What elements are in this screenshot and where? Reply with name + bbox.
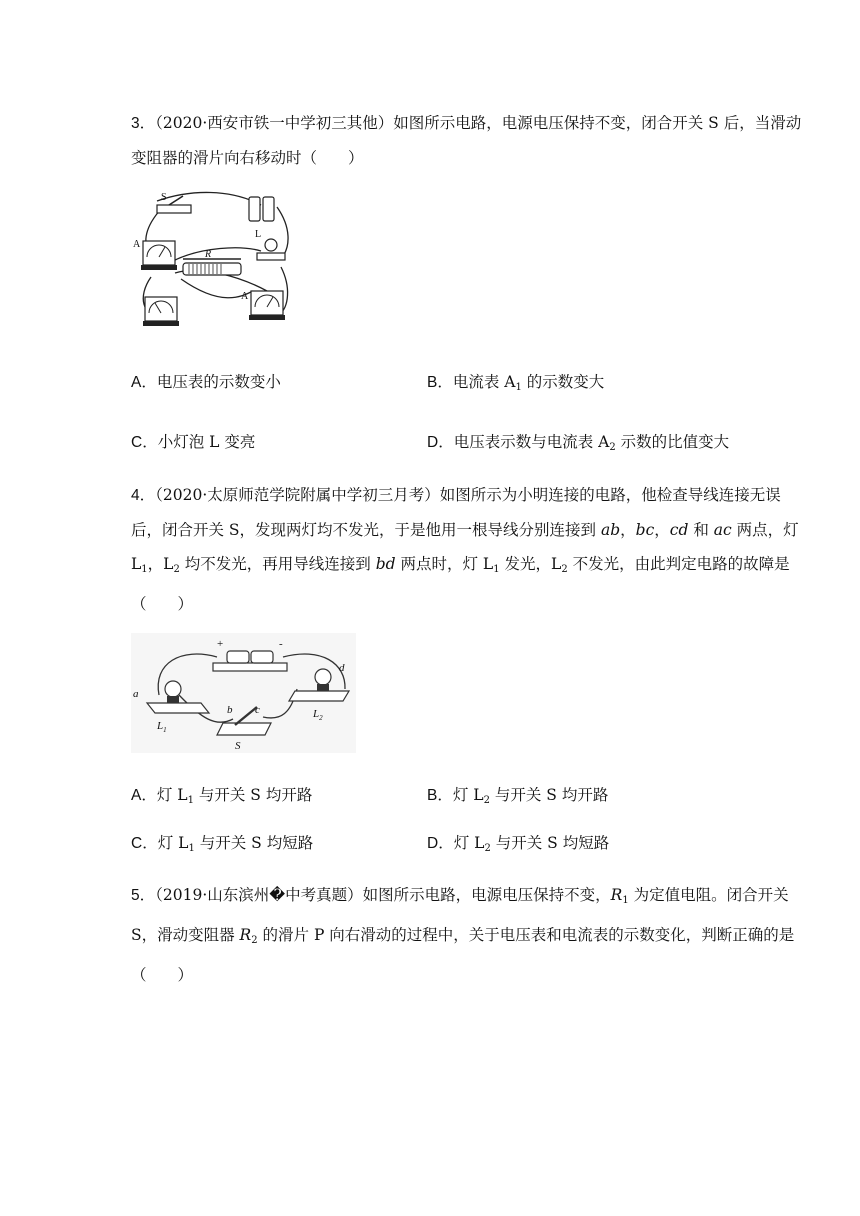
label-l: L [255, 229, 262, 240]
label-a1: A [133, 239, 141, 250]
label-c: c [255, 704, 260, 716]
subscript: 2 [251, 935, 258, 946]
point-pair: bc [635, 521, 655, 539]
subscript: 2 [484, 843, 491, 854]
subscript: 1 [515, 382, 522, 393]
subscript: 1 [141, 564, 148, 575]
stem-part: 不发光，由此判定电路的故障是（ ） [131, 555, 790, 613]
subscript: 2 [483, 795, 490, 806]
q4-option-b[interactable] [427, 783, 608, 813]
option-text: 灯 L [452, 786, 484, 804]
subscript: 2 [609, 442, 616, 453]
option-text: 与开关 S 均短路 [194, 834, 314, 852]
question-5 [131, 878, 811, 992]
q3-option-c[interactable] [131, 430, 255, 455]
point-pair: cd [669, 521, 689, 539]
label-l2: $L_2$ [313, 708, 323, 722]
option-letter: D． [427, 434, 454, 451]
subscript: 1 [493, 564, 500, 575]
point-pair: ab [600, 521, 621, 539]
resistor-symbol: R [239, 926, 252, 944]
stem-part: （2020·太原师范学院附属中学初三月考）如图所示为小明连接的电路，他检查导线连接无误后，闭合开关 S，发现两灯均不发光，于是他用一根导线分别连接到 [131, 486, 781, 539]
subscript: 2 [173, 564, 180, 575]
label-l1: $L_1$ [157, 720, 167, 734]
q3-option-d[interactable] [427, 430, 729, 460]
question-number: 4． [131, 487, 156, 504]
subscript: 1 [187, 795, 194, 806]
option-text: 灯 L [157, 834, 189, 852]
stem-part: ，L [147, 555, 174, 573]
option-letter: B． [427, 787, 453, 804]
stem-part: 和 [688, 521, 714, 539]
label-s: S [161, 192, 167, 203]
subscript: 1 [188, 843, 195, 854]
option-text: 的示数变大 [521, 373, 605, 391]
question-4 [131, 478, 811, 621]
option-letter: D． [427, 835, 454, 852]
option-letter: C． [131, 434, 158, 451]
question-stem: （2020·西安市铁一中学初三其他）如图所示电路，电源电压保持不变，闭合开关 S 后，当滑动变阻器的滑片向右移动时（ ） [131, 114, 802, 167]
q4-option-c[interactable] [131, 831, 313, 861]
option-text: 与开关 S 均短路 [490, 834, 610, 852]
question-5-text [131, 878, 811, 992]
option-text: 电流表 A [452, 373, 516, 391]
question-3-circuit-figure [131, 187, 291, 332]
option-letter: C． [131, 835, 158, 852]
stem-part: 的滑片 P 向右滑动的过程中，关于电压表和电流表的示数变化，判断正确的是（ ） [131, 926, 795, 984]
stem-part: （2019·山东滨州�中考真题）如图所示电路，电源电压保持不变， [155, 886, 611, 904]
question-3-text [131, 106, 811, 175]
option-text: 小灯泡 L 变亮 [157, 433, 256, 451]
question-4-circuit-figure [131, 633, 356, 753]
q4-option-d[interactable] [427, 831, 609, 861]
label-b: b [227, 704, 233, 716]
option-text: 示数的比值变大 [615, 433, 730, 451]
label-r: R [205, 249, 212, 260]
stem-part: ， [620, 521, 636, 539]
stem-part: 为定值电阻。闭合开关 S，滑动变阻器 [131, 886, 789, 944]
point-pair: bd [375, 555, 396, 573]
option-text: 灯 L [156, 786, 188, 804]
subscript: 2 [561, 564, 568, 575]
question-number: 5． [131, 887, 156, 904]
option-text: 与开关 S 均开路 [193, 786, 313, 804]
question-3 [131, 106, 811, 175]
label-plus: + [217, 638, 224, 650]
question-number: 3． [131, 115, 156, 132]
q3-option-b[interactable] [427, 370, 604, 400]
label-d: d [339, 662, 345, 674]
subscript: 1 [622, 895, 629, 906]
option-letter: A． [131, 787, 157, 804]
point-pair: ac [713, 521, 732, 539]
stem-part: 均不发光，再用导线连接到 [179, 555, 376, 573]
question-4-text [131, 478, 811, 621]
label-s: S [235, 740, 241, 752]
option-text: 与开关 S 均开路 [489, 786, 609, 804]
q4-option-a[interactable] [131, 783, 312, 813]
label-a2: A [241, 291, 249, 302]
label-a: a [133, 688, 139, 700]
stem-part: ， [654, 521, 670, 539]
label-minus: - [279, 638, 283, 650]
option-text: 电压表示数与电流表 A [453, 433, 610, 451]
option-text: 灯 L [453, 834, 485, 852]
option-letter: B． [427, 374, 453, 391]
option-letter: A． [131, 374, 157, 391]
option-text: 电压表的示数变小 [156, 373, 281, 391]
stem-part: 两点，灯 L [131, 521, 799, 573]
stem-part: 两点时，灯 L [395, 555, 494, 573]
resistor-symbol: R [610, 886, 623, 904]
stem-part: 发光，L [499, 555, 562, 573]
q3-option-a[interactable] [131, 370, 281, 395]
